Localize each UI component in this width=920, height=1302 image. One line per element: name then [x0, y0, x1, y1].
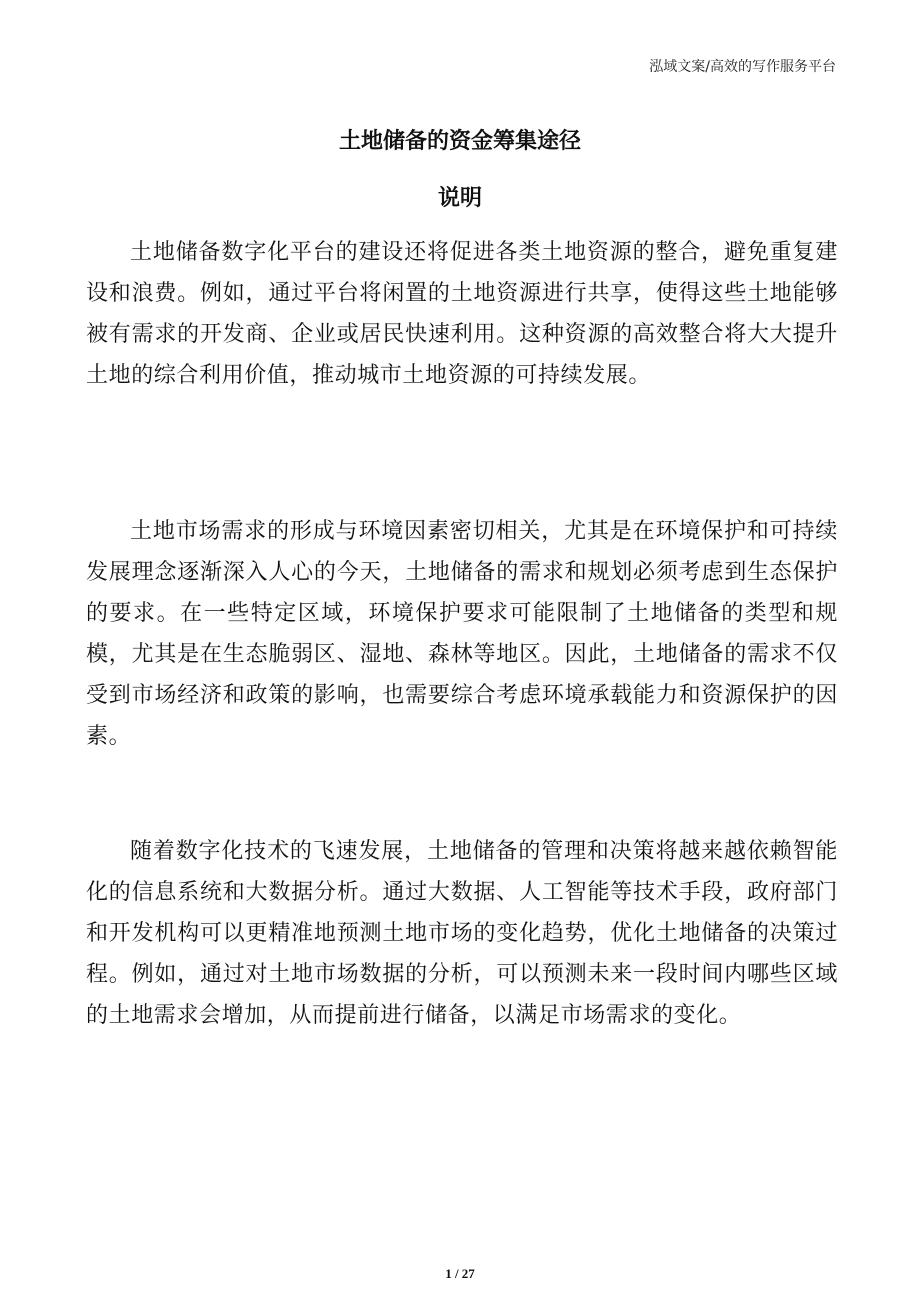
document-title: 土地储备的资金筹集途径	[338, 129, 581, 154]
header-brand-text: 泓域文案/高效的写作服务平台	[649, 59, 836, 75]
document-subtitle: 说明	[437, 186, 482, 211]
page-number: 1 / 27	[445, 1266, 475, 1281]
body-paragraph-1: 土地储备数字化平台的建设还将促进各类土地资源的整合，避免重复建设和浪费。例如，通过平台将闲置的土地资源进行共享，使得这些土地能够被有需求的开发商、企业或居民快速利用。这种资源的高效整合将大大提升土地的综合利用价值，推动城市土地资源的可持续发展。	[86, 240, 838, 388]
body-paragraph-2: 土地市场需求的形成与环境因素密切相关，尤其是在环境保护和可持续发展理念逐渐深入人心的今天，土地储备的需求和规划必须考虑到生态保护的要求。在一些特定区域，环境保护要求可能限制了土地储备的类型和规模，尤其是在生态脆弱区、湿地、森林等地区。因此，土地储备的需求不仅受到市场经济和政策的影响，也需要综合考虑环境承载能力和资源保护的因素。	[86, 519, 838, 749]
body-paragraph-3: 随着数字化技术的飞速发展，土地储备的管理和决策将越来越依赖智能化的信息系统和大数据分析。通过大数据、人工智能等技术手段，政府部门和开发机构可以更精准地预测土地市场的变化趋势，优化土地储备的决策过程。例如，通过对土地市场数据的分析，可以预测未来一段时间内哪些区域的土地需求会增加，从而提前进行储备，以满足市场需求的变化。	[86, 839, 838, 1028]
